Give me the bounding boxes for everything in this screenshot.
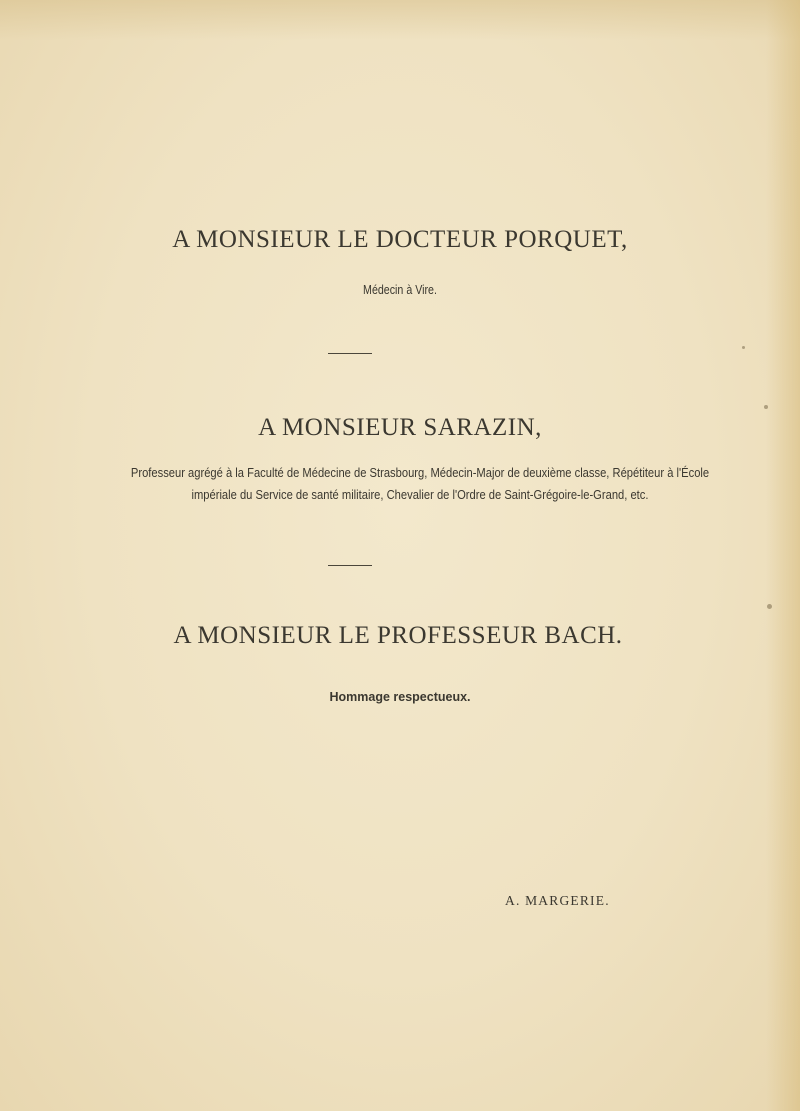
paper-speck xyxy=(742,346,745,349)
separator-rule xyxy=(328,565,372,566)
dedication-subtitle-porquet: Médecin à Vire. xyxy=(363,282,437,297)
dedication-title-bach: A MONSIEUR LE PROFESSEUR BACH. xyxy=(173,622,623,649)
author-signature: A. MARGERIE. xyxy=(505,893,610,908)
dedication-description-sarazin-line-1: Professeur agrégé à la Faculté de Médecine de Strasbourg, Médecin-Major de deuxième classe, Répétiteur à l'École xyxy=(130,465,710,480)
dedication-title-porquet: A MONSIEUR LE DOCTEUR PORQUET, xyxy=(172,226,628,253)
dedication-subtitle-bach: Hommage respectueux. xyxy=(329,690,471,704)
dedication-description-sarazin-line-2: impériale du Service de santé militaire, Chevalier de l'Ordre de Saint-Grégoire-le-Grand, etc. xyxy=(191,487,649,502)
page-edge-shading xyxy=(0,0,800,40)
paper-speck xyxy=(764,405,768,409)
dedication-title-sarazin: A MONSIEUR SARAZIN, xyxy=(258,414,542,441)
paper-speck xyxy=(767,604,772,609)
separator-rule xyxy=(328,353,372,354)
page-edge-shading xyxy=(766,0,800,1111)
